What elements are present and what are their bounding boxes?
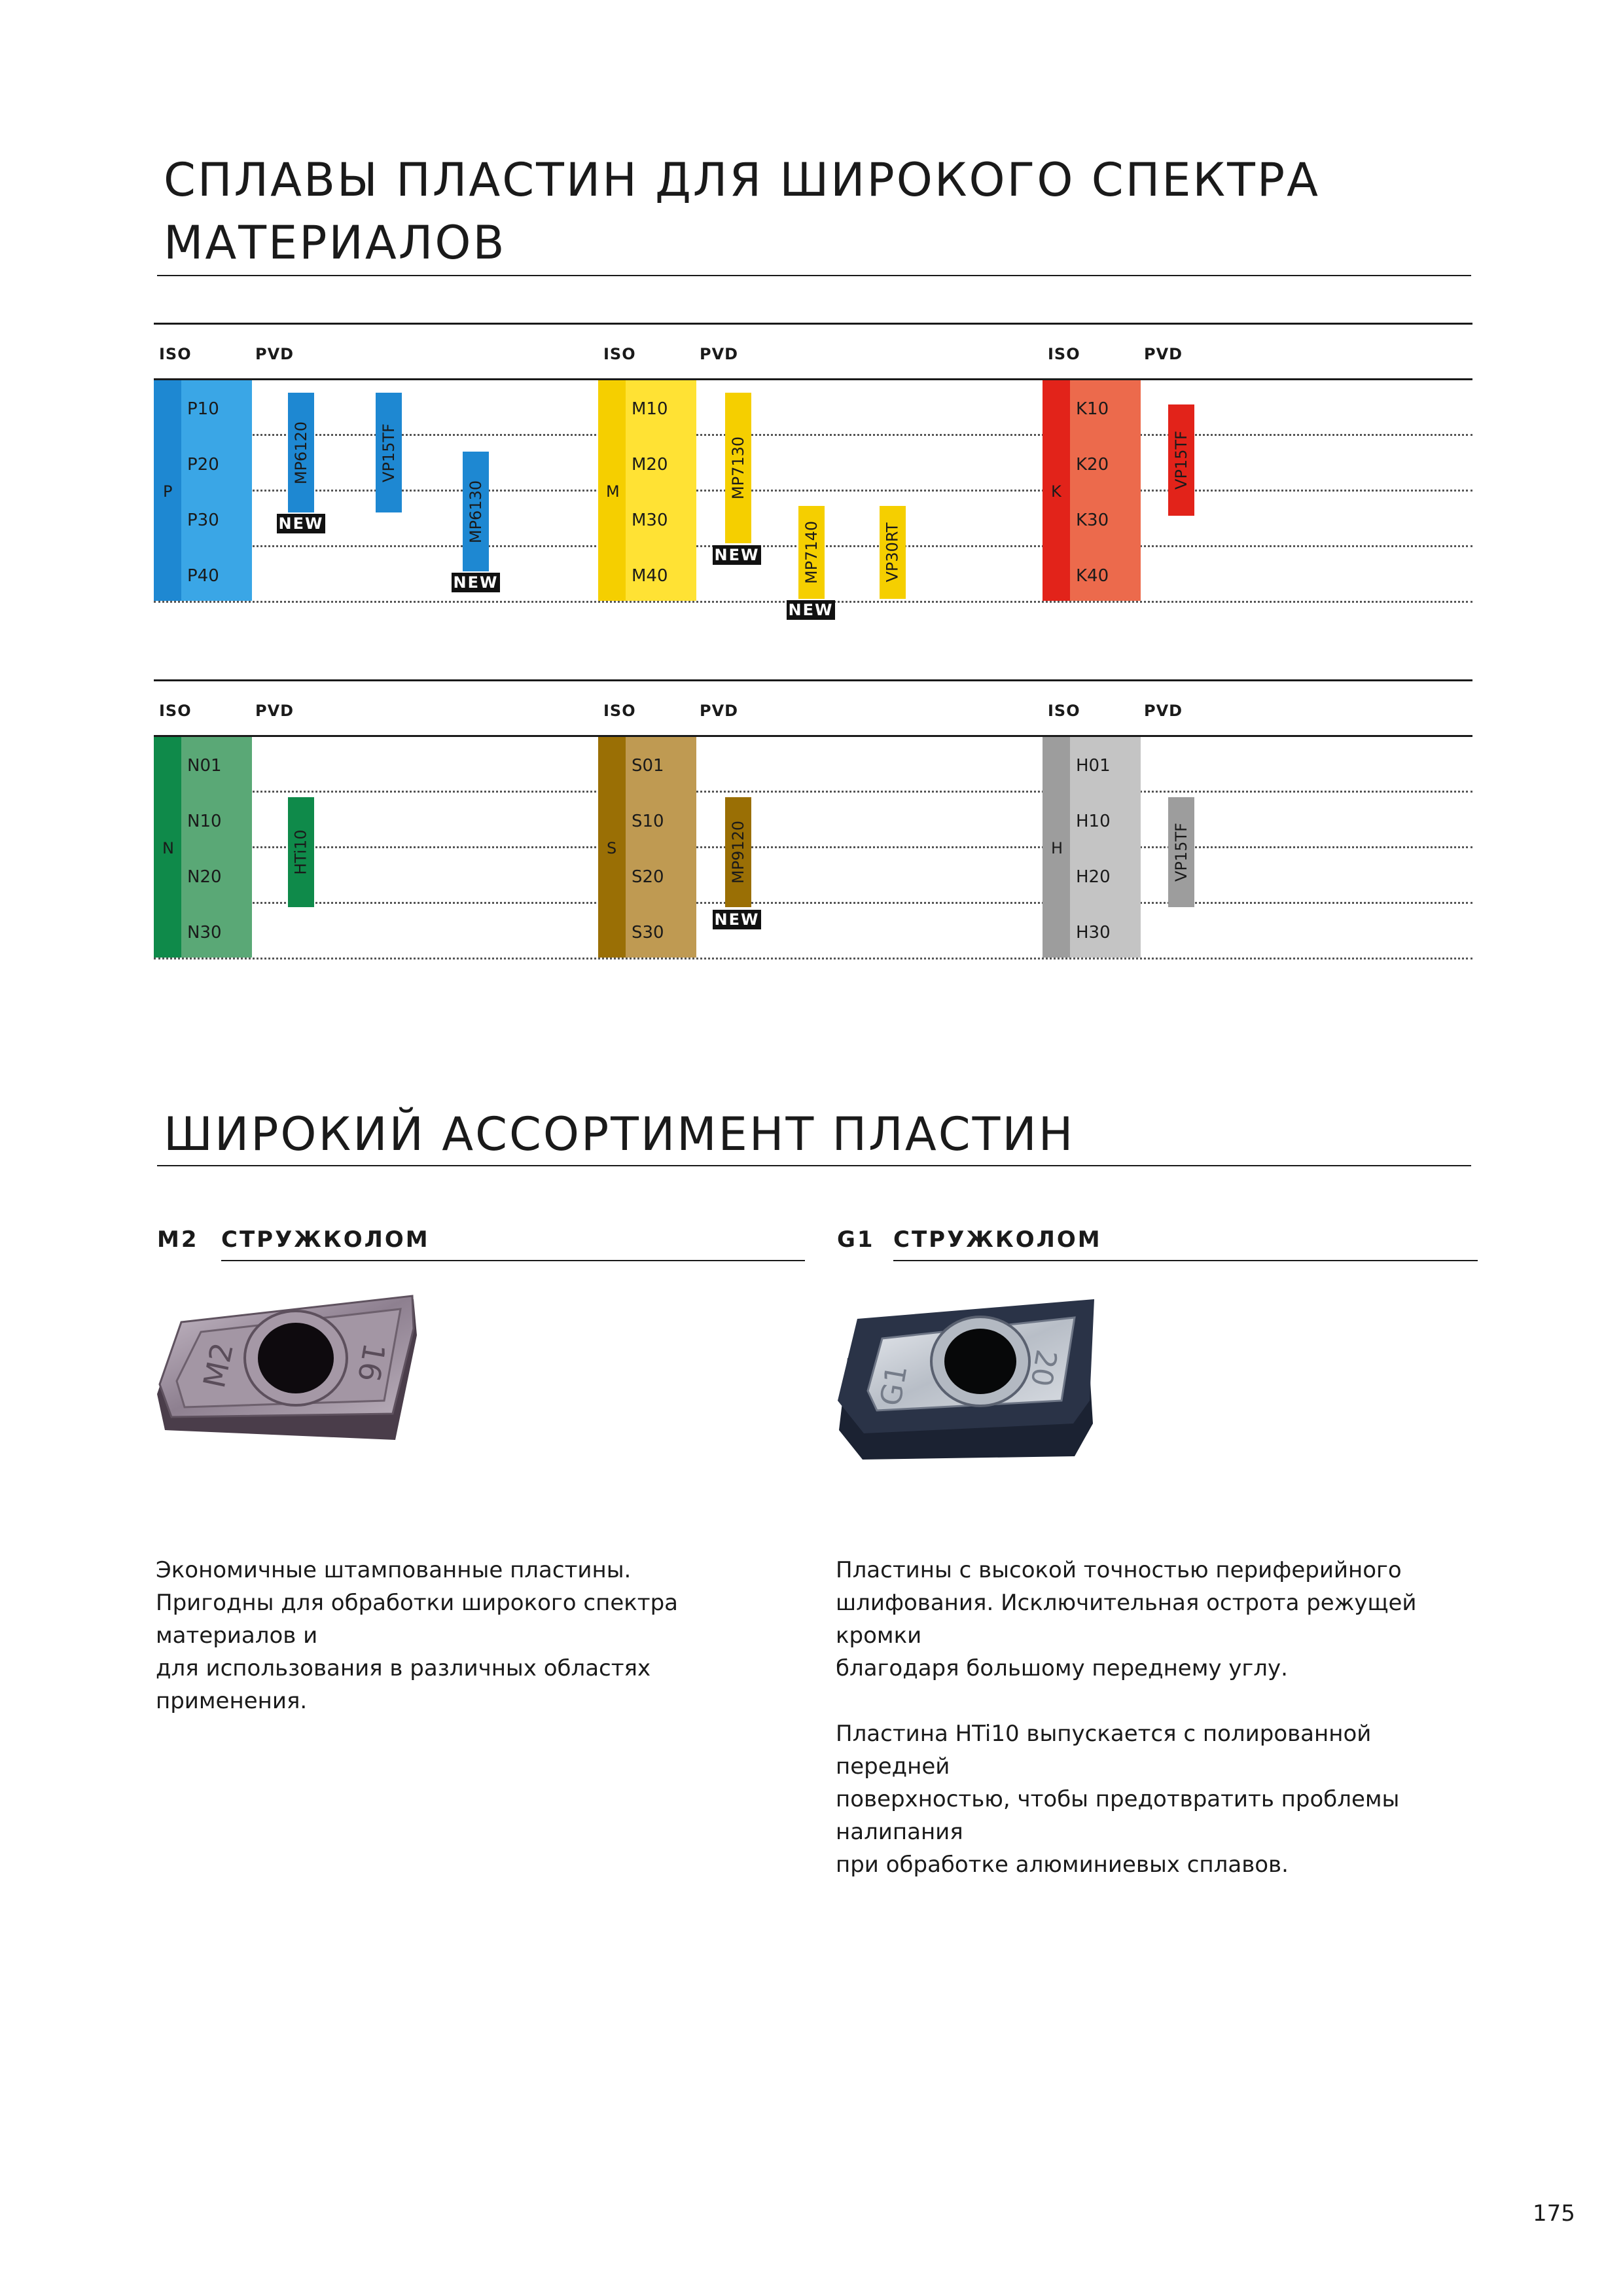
grade-label: N01 [187,756,222,776]
row-divider [154,958,1472,960]
insert-marking-16: 16 [351,1340,393,1385]
row-divider [154,902,1472,904]
pvd-header-h: PVD [1144,702,1183,720]
grade-bar-mp7130: MP7130 [725,393,751,543]
grade-bar-mp9120: MP9120 [725,797,751,907]
grade-label: S01 [632,756,664,776]
iso-header-m: ISO [603,345,636,363]
iso-k-letter: K [1051,482,1061,501]
chipbreaker-underline [221,1260,805,1261]
grade-label: K40 [1076,566,1109,586]
m2-description: Экономичные штампованные пластины. Пригодны для обработки широкого спектра материалов и для использования в различных областях применения. [156,1557,679,1714]
grade-label: H10 [1076,812,1111,831]
grade-label: P10 [187,399,219,419]
grade-bar-vp15tf: VP15TF [1168,797,1194,907]
table2-top-rule [154,679,1472,681]
iso-s-letter: S [607,839,617,857]
new-badge: NEW [713,545,761,565]
chipbreaker-code-g1: G1 [837,1227,875,1253]
insert-marking-20: 20 [1024,1347,1063,1390]
grade-label: K10 [1076,399,1109,419]
iso-header-n: ISO [159,702,192,720]
pvd-header-k: PVD [1144,345,1183,363]
iso-h-letter: H [1051,839,1063,857]
pvd-header-p: PVD [255,345,294,363]
grade-label: S30 [632,923,664,942]
new-badge: NEW [787,600,835,620]
row-divider [154,846,1472,848]
row-divider [154,791,1472,793]
new-badge: NEW [277,514,325,533]
g1-insert-image [831,1293,1106,1469]
grade-bar-mp7140: MP7140 [798,506,825,599]
grade-bar-vp15tf: VP15TF [1168,404,1194,516]
table1-top-rule [154,323,1472,325]
g1-description: Пластины с высокой точностью периферийного шлифования. Исключительная острота режущей кромки благодаря большому переднему углу. Пластина HTi10 выпускается с полированной передней поверхностью, чтобы предотвратить проблемы налипания при обработке алюминиевых сплавов. [836,1557,1417,1878]
grade-label: H01 [1076,756,1111,776]
iso-n-letter: N [162,839,174,857]
row-divider [154,490,1472,492]
grade-bar-vp15tf: VP15TF [376,393,402,512]
grade-label: S20 [632,867,664,887]
grade-label: P40 [187,566,219,586]
grade-label: K30 [1076,511,1109,530]
chipbreaker-title-m2: СТРУЖКОЛОМ [221,1227,430,1253]
row-divider [154,434,1472,436]
insert-marking-m2: M2 [196,1339,241,1391]
pvd-header-s: PVD [700,702,739,720]
page-number: 175 [1533,2200,1575,2227]
iso-m-letter: M [606,482,620,501]
grade-bar-vp30rt: VP30RT [880,506,906,599]
section2-title: ШИРОКИЙ АССОРТИМЕНТ ПЛАСТИН [164,1107,1075,1161]
grade-label: K20 [1076,455,1109,475]
iso-header-h: ISO [1048,702,1080,720]
grade-label: H30 [1076,923,1111,942]
chipbreaker-title-g1: СТРУЖКОЛОМ [893,1227,1102,1253]
iso-header-k: ISO [1048,345,1080,363]
section-title-line1: СПЛАВЫ ПЛАСТИН ДЛЯ ШИРОКОГО СПЕКТРА [164,153,1320,207]
pvd-header-n: PVD [255,702,294,720]
title-underline [157,275,1471,276]
grade-label: M10 [632,399,668,419]
grade-label: N20 [187,867,222,887]
insert-marking-g1: G1 [874,1362,914,1408]
iso-header-p: ISO [159,345,192,363]
grade-label: H20 [1076,867,1111,887]
grade-label: M20 [632,455,668,475]
table1-header-rule [154,378,1472,380]
grade-label: P20 [187,455,219,475]
iso-p-letter: P [163,482,173,501]
grade-label: S10 [632,812,664,831]
chipbreaker-underline [893,1260,1478,1261]
table2-header-rule [154,735,1472,737]
chipbreaker-code-m2: M2 [157,1227,199,1253]
pvd-header-m: PVD [700,345,739,363]
m2-insert-image [152,1293,427,1469]
grade-bar-hti10: HTi10 [288,797,314,907]
grade-bar-mp6130: MP6130 [463,452,489,571]
grade-label: N10 [187,812,222,831]
grade-label: M40 [632,566,668,586]
section2-underline [157,1165,1471,1166]
new-badge: NEW [713,910,761,929]
grade-label: M30 [632,511,668,530]
iso-header-s: ISO [603,702,636,720]
grade-label: N30 [187,923,222,942]
grade-bar-mp6120: MP6120 [288,393,314,512]
new-badge: NEW [452,573,500,592]
section-title-line2: МАТЕРИАЛОВ [164,216,507,270]
grade-label: P30 [187,511,219,530]
